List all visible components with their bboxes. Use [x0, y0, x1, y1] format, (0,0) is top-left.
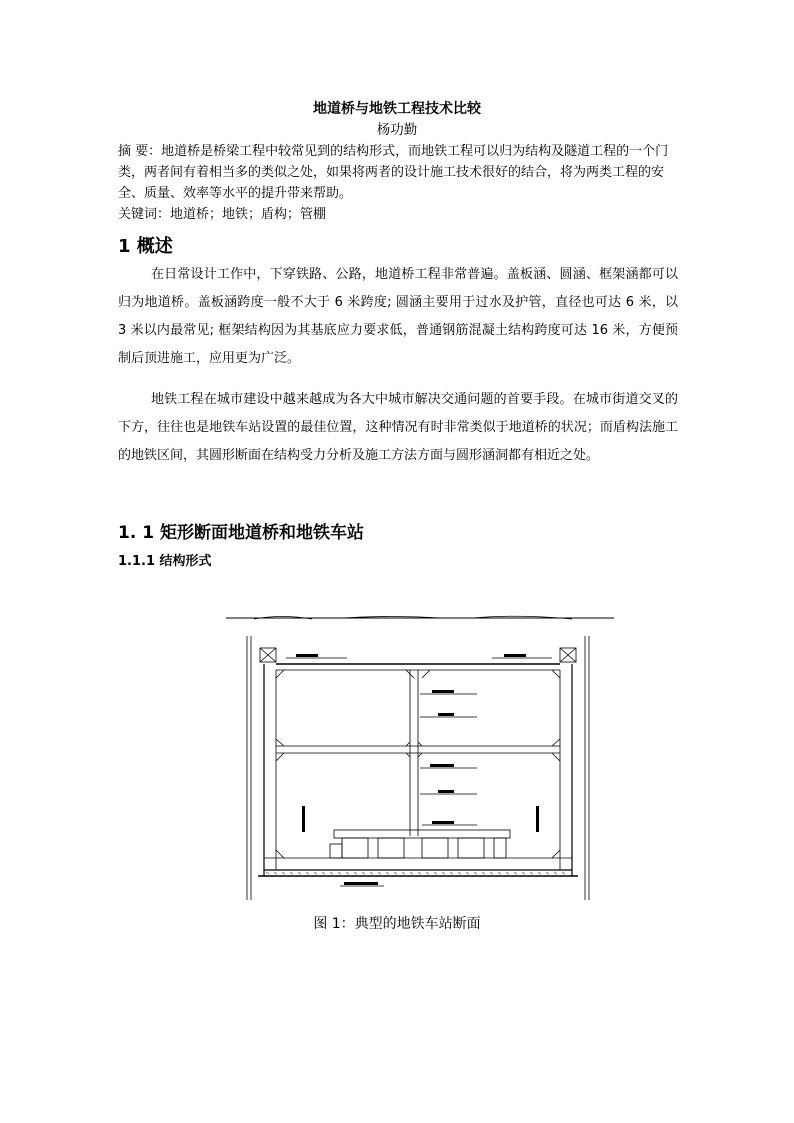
station-cross-section-figure: [222, 606, 614, 902]
keywords: [118, 204, 678, 225]
figure-caption: 图 1：典型的地铁车站断面: [313, 916, 481, 932]
keywords-text: 地道桥；地铁；盾构；管棚: [170, 207, 327, 222]
abstract-label: 摘 要：: [118, 144, 162, 159]
paper-title: 地道桥与地铁工程技术比较: [313, 101, 481, 117]
section-1-paragraph-2: 地铁工程在城市建设中越来越成为各大中城市解决交通问题的首要手段。在城市街道交叉的下方，往往也是地铁车站设置的最佳位置，这种情况有时非常类似于地道桥的状况；而盾构法施工的地铁区间，其圆形断面在结构受力分析及施工方法方面与圆形涵洞都有相近之处。: [118, 392, 678, 463]
section-1-paragraph-1: 在日常设计工作中，下穿铁路、公路，地道桥工程非常普遍。盖板涵、圆涵、框架涵都可以归为地道桥。盖板涵跨度一般不大于 6 米跨度; 圆涵主要用于过水及护管，直径也可达 6 米，以 3 米以内最常见; 框架结构因为其基底应力要求低，普通钢筋混凝土结构跨度可达 16 米，方便预制后顶进施工，应用更为广泛。: [118, 267, 678, 366]
abstract: [118, 141, 678, 204]
paper-author: 杨功勤: [376, 122, 418, 138]
section-1-heading: 1 概述: [118, 236, 173, 257]
station-cross-section-drawing: [222, 606, 614, 902]
keywords-label: 关键词：: [118, 207, 171, 222]
abstract-text: 地道桥是桥梁工程中较常见到的结构形式，而地铁工程可以归为结构及隧道工程的一个门类，两者间有着相当多的类似之处，如果将两者的设计施工技术很好的结合，将为两类工程的安全、质量、效率等水平的提升带来帮助。: [118, 144, 669, 201]
section-1-1-1-heading: 1.1.1 结构形式: [118, 554, 212, 569]
section-1-1-heading: 1. 1 矩形断面地道桥和地铁车站: [118, 523, 364, 543]
